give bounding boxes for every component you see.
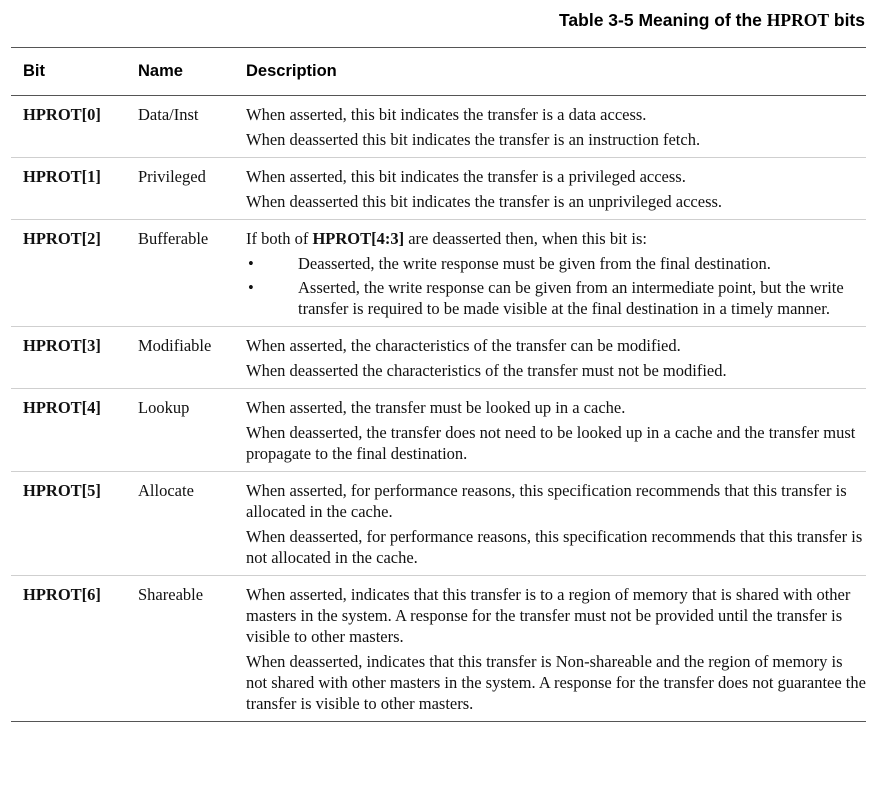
description-paragraph: When deasserted, for performance reasons, this specification recommends that this transfer is not allocated in the cache.: [246, 527, 863, 567]
description-paragraph: When asserted, the characteristics of the transfer can be modified.: [246, 336, 681, 355]
description-paragraph: When deasserted this bit indicates the transfer is an unprivileged access.: [246, 192, 723, 211]
description-paragraph: When deasserted, indicates that this transfer is Non-shareable and the region of memory is not shared with other masters in the system. A response for the transfer does not guarantee the transfer is visible to other masters.: [246, 652, 866, 713]
table-row: [11, 327, 866, 389]
description-paragraph: When deasserted the characteristics of the transfer must not be modified.: [246, 361, 727, 380]
description-paragraph: When asserted, indicates that this transfer is to a region of memory that is shared with other masters in the system. A response for the transfer must not be provided until the transfer is visible to other masters.: [246, 585, 851, 646]
description-intro: [246, 228, 866, 249]
intro-text: If both of: [246, 229, 313, 248]
description-paragraph: When deasserted, the transfer does not need to be looked up in a cache and the transfer must propagate to the final destination.: [246, 423, 856, 463]
table-row: [11, 576, 866, 722]
name-cell: Lookup: [126, 389, 234, 472]
name-cell: Shareable: [126, 576, 234, 722]
name-cell: Bufferable: [126, 220, 234, 327]
description-paragraph: When deasserted this bit indicates the transfer is an instruction fetch.: [246, 130, 701, 149]
table-caption: [559, 10, 865, 31]
header-description: Description: [234, 48, 866, 96]
table-row: [11, 158, 866, 220]
table-row: [11, 96, 866, 158]
hprot-table: [11, 47, 866, 722]
bullet-item: [246, 277, 866, 319]
bullet-icon: •: [248, 254, 254, 273]
description-cell: [234, 220, 866, 327]
bit-cell: HPROT[1]: [11, 158, 126, 220]
bit-cell: HPROT[3]: [11, 327, 126, 389]
description-cell: [234, 327, 866, 389]
description-cell: [234, 96, 866, 158]
description-cell: [234, 472, 866, 576]
caption-signal: HPROT: [766, 10, 830, 30]
description-paragraph: When asserted, for performance reasons, this specification recommends that this transfer is allocated in the cache.: [246, 481, 847, 521]
name-cell: Privileged: [126, 158, 234, 220]
bit-cell: HPROT[5]: [11, 472, 126, 576]
header-row: [11, 48, 866, 96]
description-paragraph: When asserted, this bit indicates the transfer is a privileged access.: [246, 167, 686, 186]
bullet-text: Asserted, the write response can be given from an intermediate point, but the write transfer is required to be made visible at the final destination in a timely manner.: [298, 278, 844, 318]
name-cell: Allocate: [126, 472, 234, 576]
bit-cell: HPROT[6]: [11, 576, 126, 722]
bit-cell: HPROT[0]: [11, 96, 126, 158]
caption-suffix: bits: [829, 10, 865, 30]
bullet-icon: •: [248, 278, 254, 297]
intro-signal: HPROT[4:3]: [312, 229, 405, 248]
table-row: [11, 389, 866, 472]
caption-prefix: Table 3-5 Meaning of the: [559, 10, 767, 30]
intro-text: are deasserted then, when this bit is:: [404, 229, 647, 248]
header-name: Name: [126, 48, 234, 96]
name-cell: Modifiable: [126, 327, 234, 389]
description-cell: [234, 576, 866, 722]
description-paragraph: When asserted, the transfer must be looked up in a cache.: [246, 398, 626, 417]
table-row: [11, 220, 866, 327]
table-row: [11, 472, 866, 576]
description-cell: [234, 389, 866, 472]
description-cell: [234, 158, 866, 220]
description-paragraph: When asserted, this bit indicates the transfer is a data access.: [246, 105, 647, 124]
header-bit: Bit: [11, 48, 126, 96]
bullet-item: [246, 253, 866, 274]
bullet-text: Deasserted, the write response must be given from the final destination.: [298, 254, 771, 273]
bit-cell: HPROT[2]: [11, 220, 126, 327]
name-cell: Data/Inst: [126, 96, 234, 158]
bit-cell: HPROT[4]: [11, 389, 126, 472]
